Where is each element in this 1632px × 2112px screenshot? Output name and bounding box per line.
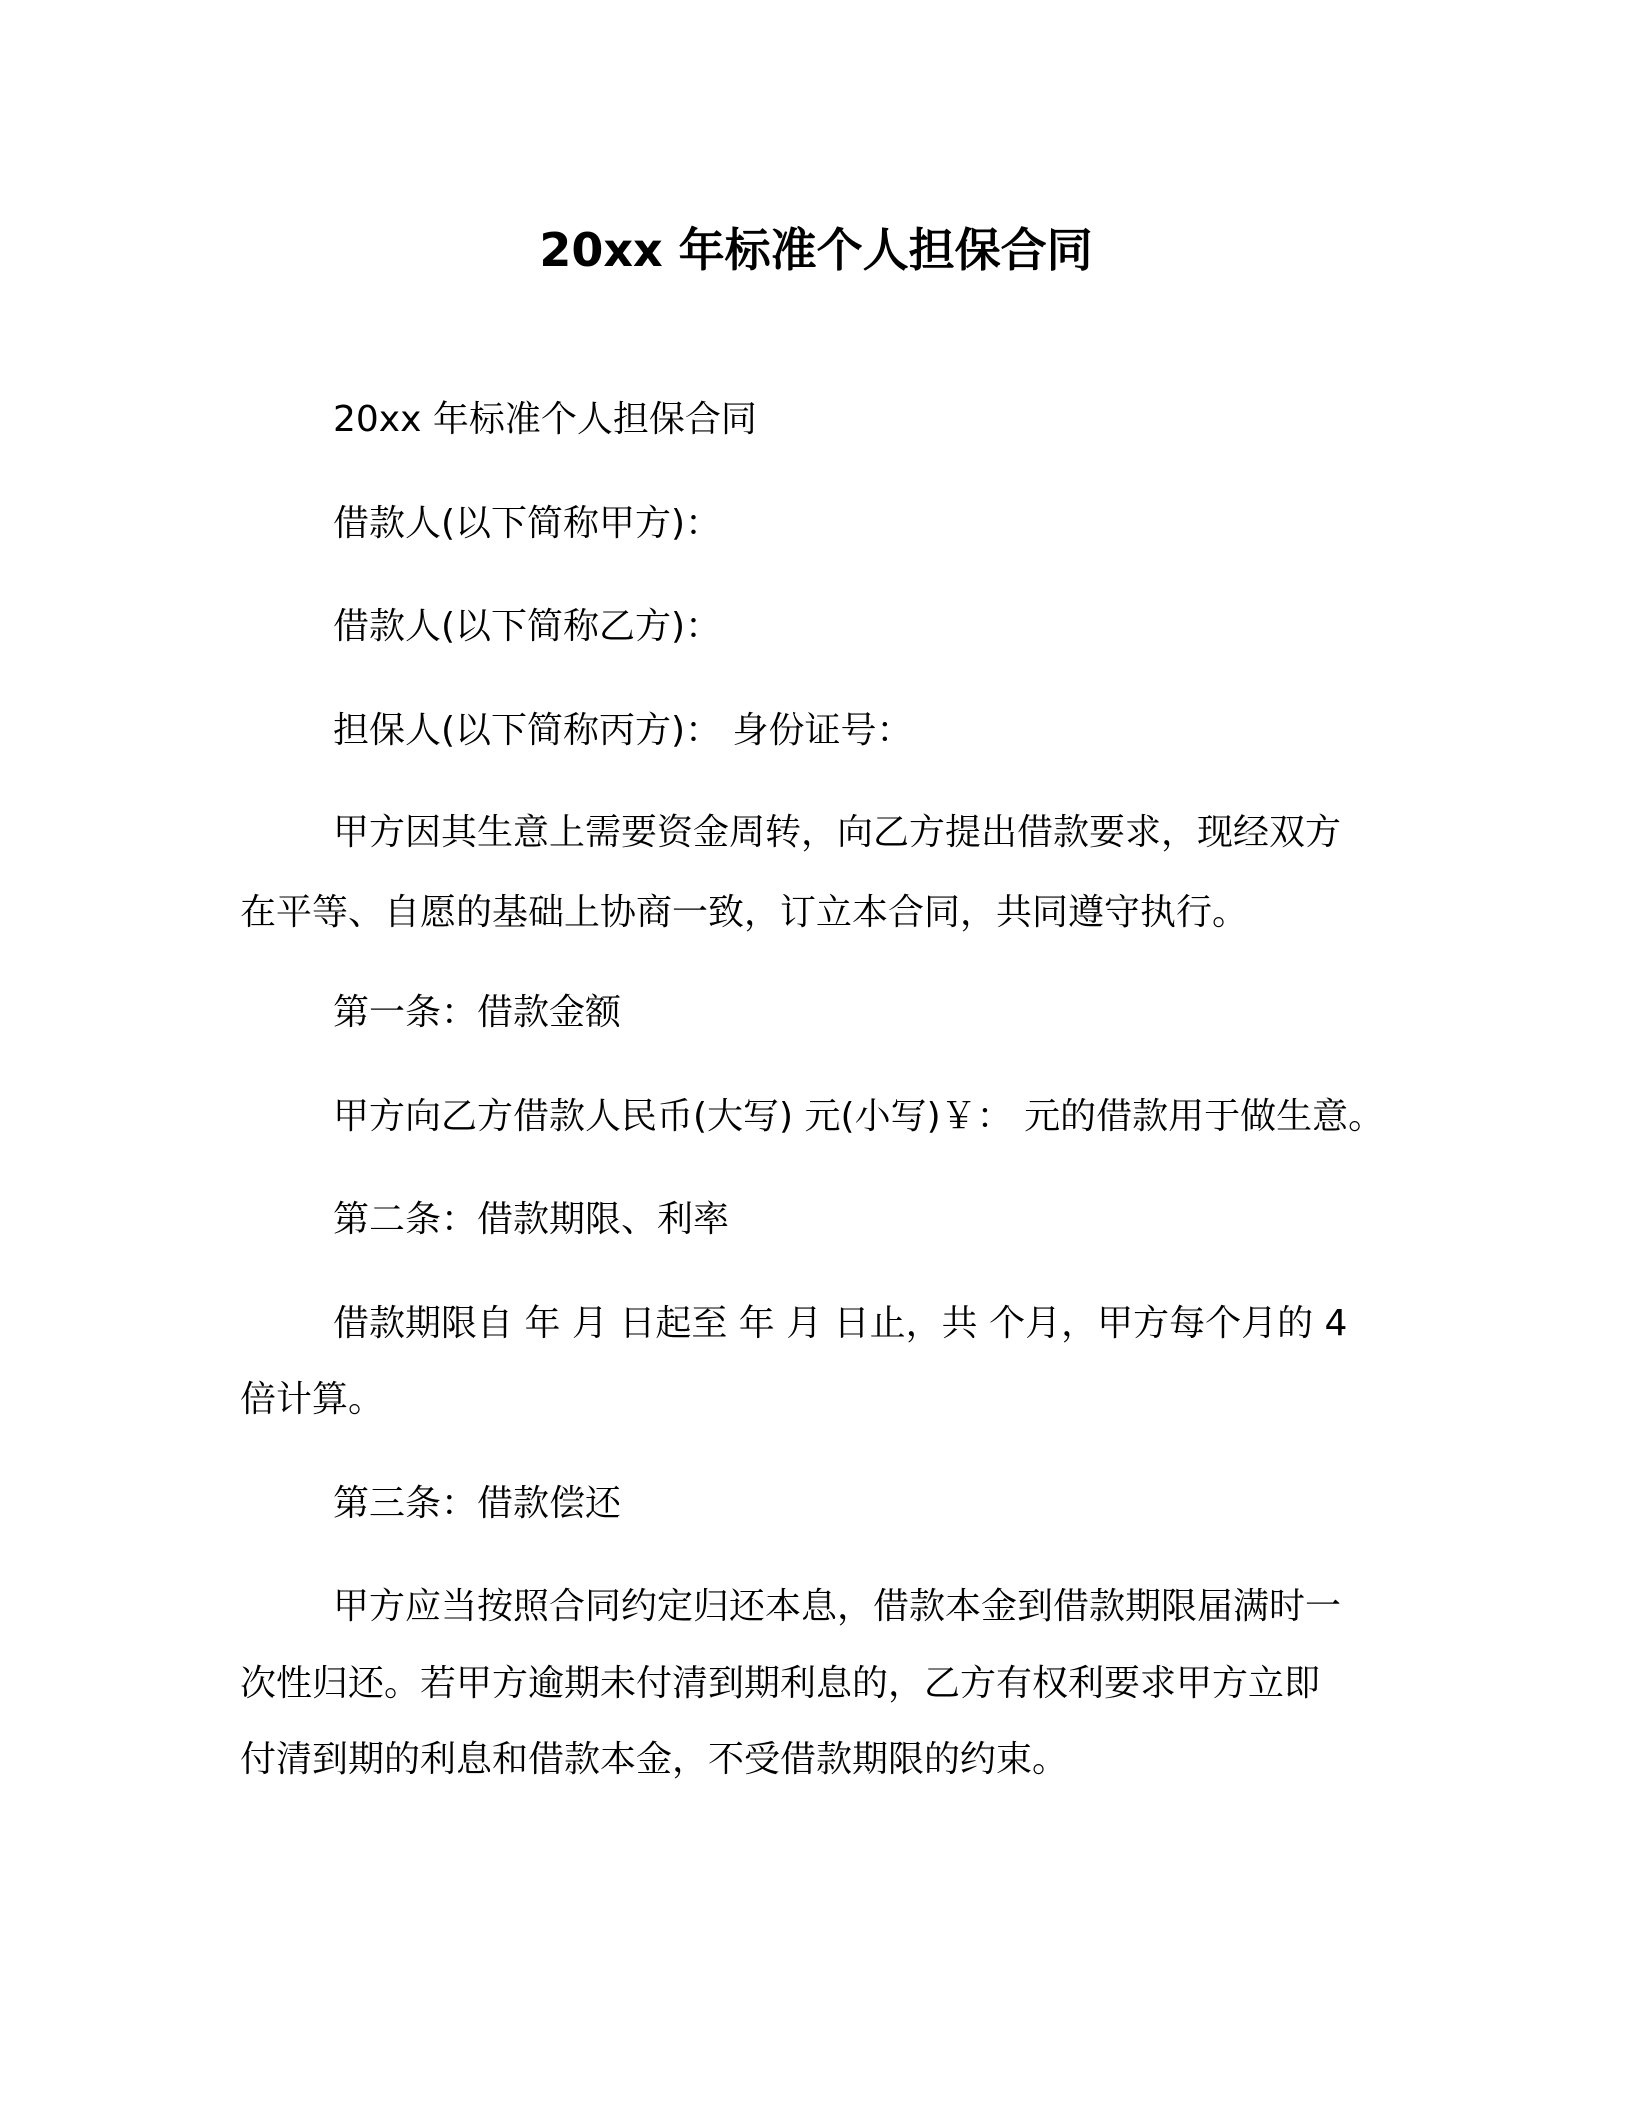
paragraph-preamble-line: 在平等、自愿的基础上协商一致，订立本合同，共同遵守执行。 bbox=[240, 892, 1249, 933]
paragraph-preamble-line: 甲方因其生意上需要资金周转，向乙方提出借款要求，现经双方 bbox=[333, 812, 1342, 853]
article-3-body-line: 付清到期的利息和借款本金，不受借款期限的约束。 bbox=[240, 1739, 1069, 1780]
paragraph-guarantor: 担保人(以下简称丙方)： 身份证号： bbox=[333, 710, 913, 751]
paragraph-party-a: 借款人(以下简称甲方)： bbox=[333, 503, 722, 544]
article-1-heading: 第一条：借款金额 bbox=[333, 992, 622, 1033]
paragraph-party-b: 借款人(以下简称乙方)： bbox=[333, 606, 722, 647]
article-1-body: 甲方向乙方借款人民币(大写) 元(小写)￥： 元的借款用于做生意。 bbox=[333, 1096, 1385, 1137]
article-3-heading: 第三条：借款偿还 bbox=[333, 1483, 622, 1524]
paragraph-subtitle: 20xx 年标准个人担保合同 bbox=[333, 399, 757, 440]
article-2-heading: 第二条：借款期限、利率 bbox=[333, 1199, 730, 1240]
article-3-body-line: 甲方应当按照合同约定归还本息，借款本金到借款期限届满时一 bbox=[333, 1586, 1342, 1627]
article-2-body-line: 借款期限自 年 月 日起至 年 月 日止，共 个月，甲方每个月的 4 bbox=[333, 1303, 1348, 1344]
article-2-body-line: 倍计算。 bbox=[240, 1379, 385, 1420]
article-3-body-line: 次性归还。若甲方逾期未付清到期利息的，乙方有权利要求甲方立即 bbox=[240, 1663, 1321, 1704]
document-title: 20xx 年标准个人担保合同 bbox=[539, 223, 1093, 277]
